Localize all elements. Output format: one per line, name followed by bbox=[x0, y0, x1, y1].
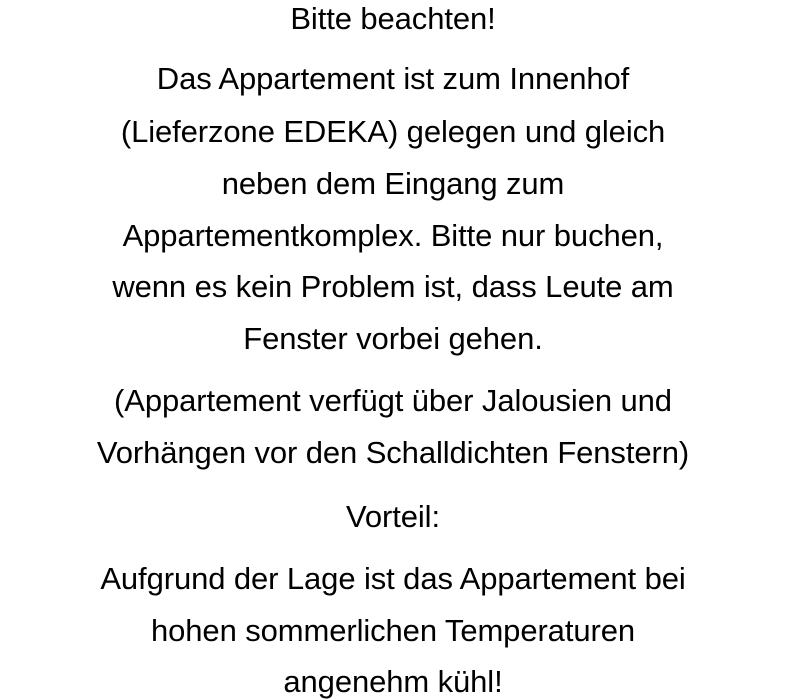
paragraph-location-line-1: Das Appartement ist zum Innenhof bbox=[156, 61, 630, 96]
paragraph-advantage-line-2: hohen sommerlichen Temperaturen bbox=[151, 613, 635, 648]
advantage-heading: Vorteil: bbox=[346, 499, 440, 534]
paragraph-location-line-5: wenn es kein Problem ist, dass Leute am bbox=[112, 269, 674, 304]
paragraph-blinds-line-1: (Appartement verfügt über Jalousien und bbox=[114, 383, 672, 418]
paragraph-location-line-2: (Lieferzone EDEKA) gelegen und gleich bbox=[120, 114, 666, 149]
paragraph-location-line-6: Fenster vorbei gehen. bbox=[243, 321, 543, 356]
paragraph-blinds-line-2: Vorhängen vor den Schalldichten Fenstern) bbox=[96, 435, 690, 470]
paragraph-location-line-3: neben dem Eingang zum bbox=[221, 166, 565, 201]
notice-heading: Bitte beachten! bbox=[290, 1, 496, 36]
paragraph-advantage-line-3: angenehm kühl! bbox=[283, 664, 503, 699]
paragraph-location-line-4: Appartementkomplex. Bitte nur buchen, bbox=[122, 218, 664, 253]
paragraph-advantage-line-1: Aufgrund der Lage ist das Appartement bei bbox=[100, 561, 686, 596]
